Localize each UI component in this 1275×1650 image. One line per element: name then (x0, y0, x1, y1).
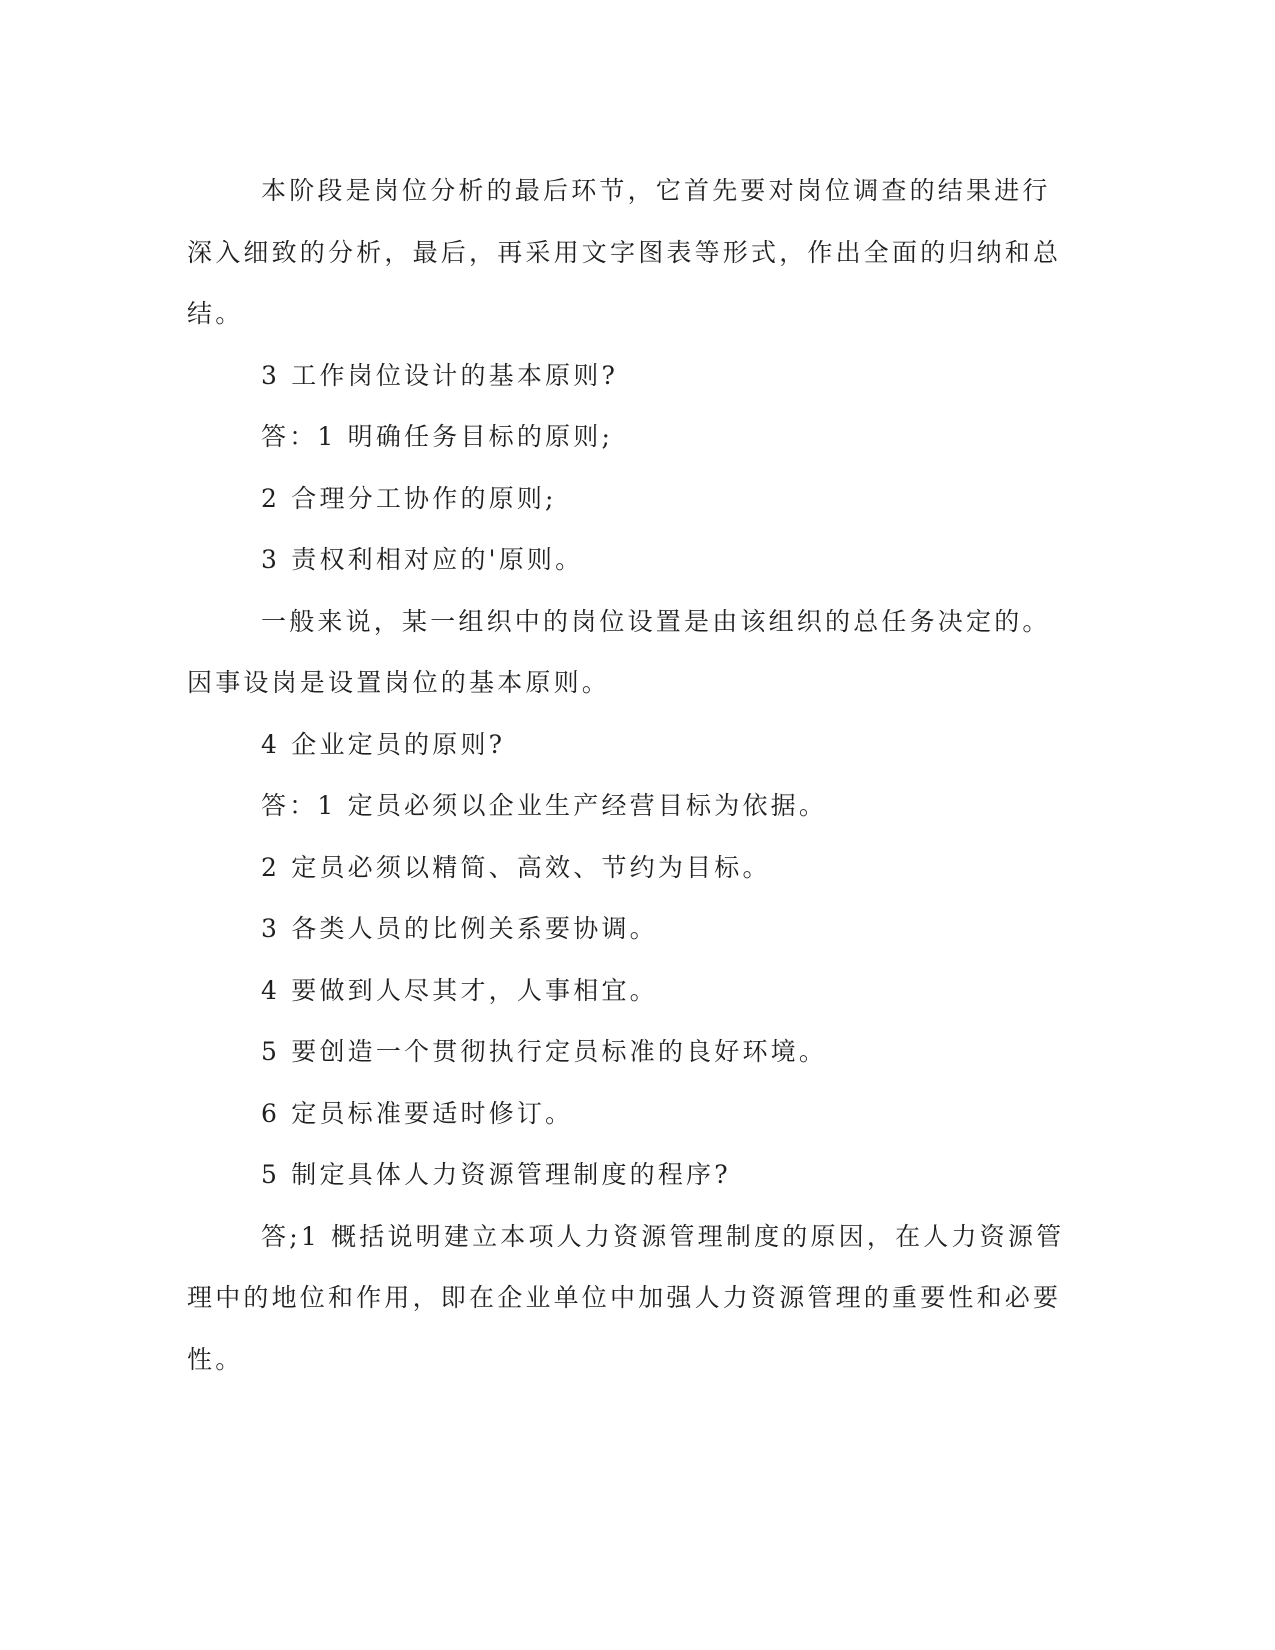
answer-4-item-5: 5 要创造一个贯彻执行定员标准的良好环境。 (261, 1037, 828, 1066)
question-3-heading: 3 工作岗位设计的基本原则? (261, 360, 619, 390)
answer-3-item-2: 2 合理分工协作的原则; (261, 483, 557, 513)
document-body (187, 160, 1067, 1390)
answer-4-item-1: 答：1 定员必须以企业生产经营目标为依据。 (261, 791, 828, 820)
answer-3-item-1: 答：1 明确任务目标的原则; (261, 422, 614, 451)
answer-4-item-3: 3 各类人员的比例关系要协调。 (261, 914, 658, 943)
question-4-heading: 4 企业定员的原则? (261, 729, 506, 759)
answer-5-item-1: 答;1 概括说明建立本项人力资源管理制度的原因，在人力资源管理中的地位和作用，即在企业单位中加强人力资源管理的重要性和必要性。 (187, 1221, 1065, 1374)
question-5-heading: 5 制定具体人力资源管理制度的程序? (261, 1160, 731, 1189)
answer-4-item-4: 4 要做到人尽其才，人事相宜。 (261, 975, 658, 1005)
answer-4-item-2: 2 定员必须以精简、高效、节约为目标。 (261, 852, 771, 882)
answer-3-item-3: 3 责权利相对应的'原则。 (261, 545, 584, 574)
answer-4-item-6: 6 定员标准要适时修订。 (261, 1098, 574, 1128)
paragraph-stage-summary: 本阶段是岗位分析的最后环节，它首先要对岗位调查的结果进行深入细致的分析，最后，再采用文字图表等形式，作出全面的归纳和总结。 (187, 176, 1062, 328)
paragraph-position-setting: 一般来说，某一组织中的岗位设置是由该组织的总任务决定的。因事设岗是设置岗位的基本原则。 (187, 606, 1051, 697)
